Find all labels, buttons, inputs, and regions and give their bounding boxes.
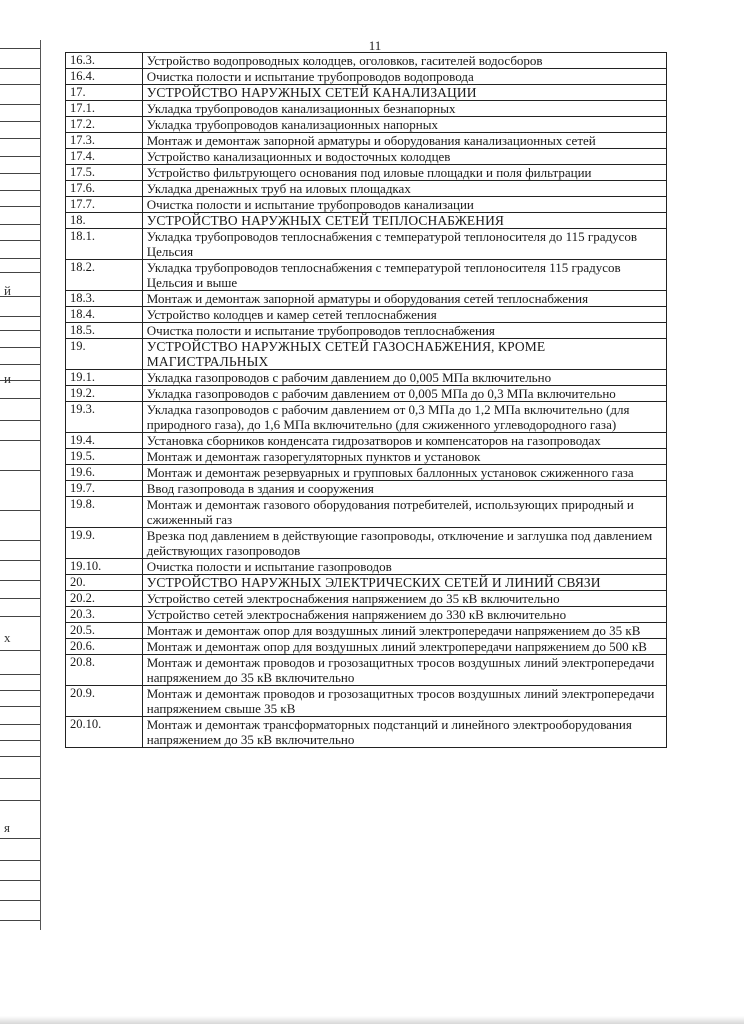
margin-fragment-line: [0, 173, 40, 174]
margin-fragment-line: [0, 756, 40, 757]
work-description: Устройство колодцев и камер сетей теплоснабжения: [142, 307, 666, 323]
section-row: [66, 85, 667, 101]
row-number: 17.2.: [66, 117, 143, 133]
row-number: 19.10.: [66, 559, 143, 575]
row-number: 19.3.: [66, 402, 143, 433]
section-title: УСТРОЙСТВО НАРУЖНЫХ СЕТЕЙ ГАЗОСНАБЖЕНИЯ, КРОМЕ МАГИСТРАЛЬНЫХ: [142, 339, 666, 370]
work-description: Монтаж и демонтаж запорной арматуры и оборудования канализационных сетей: [142, 133, 666, 149]
work-description: Укладка трубопроводов канализационных напорных: [142, 117, 666, 133]
table-row: [66, 623, 667, 639]
row-number: 20.10.: [66, 717, 143, 748]
margin-fragment-line: [0, 420, 40, 421]
row-number: 19.7.: [66, 481, 143, 497]
section-row: [66, 213, 667, 229]
work-description: Монтаж и демонтаж газового оборудования потребителей, использующих природный и сжиженный газ: [142, 497, 666, 528]
table-row: [66, 402, 667, 433]
margin-fragment-line: [0, 272, 40, 273]
row-number: 19.: [66, 339, 143, 370]
row-number: 20.2.: [66, 591, 143, 607]
row-number: 17.1.: [66, 101, 143, 117]
margin-fragment-line: [0, 316, 40, 317]
work-description: Устройство канализационных и водосточных колодцев: [142, 149, 666, 165]
row-number: 19.2.: [66, 386, 143, 402]
row-number: 19.9.: [66, 528, 143, 559]
row-number: 18.5.: [66, 323, 143, 339]
margin-fragment-line: [0, 258, 40, 259]
row-number: 17.4.: [66, 149, 143, 165]
table-row: [66, 559, 667, 575]
work-description: Укладка трубопроводов теплоснабжения с температурой теплоносителя до 115 градусов Цельсия: [142, 229, 666, 260]
page-number: 11: [368, 38, 382, 53]
work-description: Устройство сетей электроснабжения напряжением до 330 кВ включительно: [142, 607, 666, 623]
row-number: 18.: [66, 213, 143, 229]
row-number: 20.9.: [66, 686, 143, 717]
table-row: [66, 686, 667, 717]
work-description: Монтаж и демонтаж газорегуляторных пунктов и установок: [142, 449, 666, 465]
work-description: Устройство сетей электроснабжения напряжением до 35 кВ включительно: [142, 591, 666, 607]
work-description: Врезка под давлением в действующие газопроводы, отключение и заглушка под давлением действующих газопроводов: [142, 528, 666, 559]
work-description: Монтаж и демонтаж проводов и грозозащитных тросов воздушных линий электропередачи напряжением до 35 кВ включительно: [142, 655, 666, 686]
margin-fragment-line: [0, 616, 40, 617]
margin-fragment-line: [0, 920, 40, 921]
table-row: [66, 133, 667, 149]
work-description: Устройство фильтрующего основания под иловые площадки и поля фильтрации: [142, 165, 666, 181]
margin-fragment-line: [0, 240, 40, 241]
margin-fragment-line: [0, 598, 40, 599]
row-number: 20.3.: [66, 607, 143, 623]
work-description: Установка сборников конденсата гидрозатворов и компенсаторов на газопроводах: [142, 433, 666, 449]
margin-fragment-line: [0, 880, 40, 881]
work-description: Монтаж и демонтаж опор для воздушных линий электропередачи напряжением до 500 кВ: [142, 639, 666, 655]
margin-fragment-line: [0, 706, 40, 707]
work-description: Укладка дренажных труб на иловых площадках: [142, 181, 666, 197]
scan-bottom-edge: [0, 1016, 744, 1024]
margin-fragment-line: [0, 860, 40, 861]
row-number: 20.8.: [66, 655, 143, 686]
table-row: [66, 386, 667, 402]
margin-fragment-line: [0, 68, 40, 69]
margin-fragment-line: [0, 48, 40, 49]
margin-fragment-line: [0, 900, 40, 901]
row-number: 18.2.: [66, 260, 143, 291]
work-description: Очистка полости и испытание трубопроводов теплоснабжения: [142, 323, 666, 339]
row-number: 16.4.: [66, 69, 143, 85]
margin-fragment-char: я: [4, 820, 10, 835]
work-description: Монтаж и демонтаж резервуарных и групповых баллонных установок сжиженного газа: [142, 465, 666, 481]
section-title: УСТРОЙСТВО НАРУЖНЫХ СЕТЕЙ ТЕПЛОСНАБЖЕНИЯ: [142, 213, 666, 229]
work-description: Монтаж и демонтаж опор для воздушных линий электропередачи напряжением до 35 кВ: [142, 623, 666, 639]
section-title: УСТРОЙСТВО НАРУЖНЫХ СЕТЕЙ КАНАЛИЗАЦИИ: [142, 85, 666, 101]
work-description: Очистка полости и испытание трубопроводов водопровода: [142, 69, 666, 85]
row-number: 17.5.: [66, 165, 143, 181]
table-row: [66, 607, 667, 623]
work-description: Укладка газопроводов с рабочим давлением от 0,005 МПа до 0,3 МПа включительно: [142, 386, 666, 402]
work-description: Устройство водопроводных колодцев, оголовков, гасителей водосборов: [142, 53, 666, 69]
margin-fragment-line: [0, 740, 40, 741]
table-row: [66, 53, 667, 69]
margin-fragment-line: [0, 190, 40, 191]
row-number: 19.4.: [66, 433, 143, 449]
row-number: 19.8.: [66, 497, 143, 528]
margin-fragment-char: й: [4, 283, 11, 298]
margin-fragment-line: [0, 778, 40, 779]
margin-fragment-line: [0, 540, 40, 541]
work-description: Укладка газопроводов с рабочим давлением от 0,3 МПа до 1,2 МПа включительно (для природного газа), до 1,6 МПа включительно (для сжиженного углеводородного газа): [142, 402, 666, 433]
table-row: [66, 449, 667, 465]
margin-fragment-line: [0, 510, 40, 511]
row-number: 19.6.: [66, 465, 143, 481]
margin-fragment-line: [0, 104, 40, 105]
margin-fragment-line: [0, 724, 40, 725]
margin-fragment-line: [0, 690, 40, 691]
left-margin-fragment: [0, 0, 44, 1024]
table-row: [66, 528, 667, 559]
work-description: Очистка полости и испытание трубопроводов канализации: [142, 197, 666, 213]
margin-edge-line: [40, 40, 41, 930]
margin-fragment-line: [0, 364, 40, 365]
margin-fragment-line: [0, 330, 40, 331]
table-row: [66, 655, 667, 686]
work-description: Укладка трубопроводов теплоснабжения с температурой теплоносителя 115 градусов Цельсия и выше: [142, 260, 666, 291]
row-number: 20.: [66, 575, 143, 591]
table-row: [66, 639, 667, 655]
row-number: 19.5.: [66, 449, 143, 465]
table-row: [66, 717, 667, 748]
table-row: [66, 149, 667, 165]
margin-fragment-line: [0, 838, 40, 839]
table-row: [66, 481, 667, 497]
table-row: [66, 465, 667, 481]
section-title: УСТРОЙСТВО НАРУЖНЫХ ЭЛЕКТРИЧЕСКИХ СЕТЕЙ И ЛИНИЙ СВЯЗИ: [142, 575, 666, 591]
row-number: 17.7.: [66, 197, 143, 213]
margin-fragment-line: [0, 347, 40, 348]
margin-fragment-line: [0, 674, 40, 675]
works-table: [65, 52, 667, 748]
table-row: [66, 117, 667, 133]
works-table-body: [66, 53, 667, 748]
work-description: Укладка трубопроводов канализационных безнапорных: [142, 101, 666, 117]
margin-fragment-char: х: [4, 630, 11, 645]
table-row: [66, 307, 667, 323]
section-row: [66, 575, 667, 591]
margin-fragment-line: [0, 398, 40, 399]
row-number: 20.5.: [66, 623, 143, 639]
row-number: 18.1.: [66, 229, 143, 260]
row-number: 18.3.: [66, 291, 143, 307]
table-row: [66, 229, 667, 260]
margin-fragment-line: [0, 206, 40, 207]
row-number: 19.1.: [66, 370, 143, 386]
table-row: [66, 433, 667, 449]
table-row: [66, 323, 667, 339]
margin-fragment-line: [0, 121, 40, 122]
work-description: Ввод газопровода в здания и сооружения: [142, 481, 666, 497]
table-row: [66, 291, 667, 307]
margin-fragment-char: и: [4, 371, 11, 386]
row-number: 18.4.: [66, 307, 143, 323]
margin-fragment-line: [0, 800, 40, 801]
table-row: [66, 370, 667, 386]
table-row: [66, 197, 667, 213]
table-row: [66, 260, 667, 291]
table-row: [66, 165, 667, 181]
work-description: Укладка газопроводов с рабочим давлением до 0,005 МПа включительно: [142, 370, 666, 386]
margin-fragment-line: [0, 84, 40, 85]
row-number: 16.3.: [66, 53, 143, 69]
margin-fragment-line: [0, 580, 40, 581]
margin-fragment-line: [0, 470, 40, 471]
section-row: [66, 339, 667, 370]
work-description: Монтаж и демонтаж запорной арматуры и оборудования сетей теплоснабжения: [142, 291, 666, 307]
table-row: [66, 497, 667, 528]
table-row: [66, 591, 667, 607]
row-number: 20.6.: [66, 639, 143, 655]
margin-fragment-line: [0, 440, 40, 441]
margin-fragment-line: [0, 650, 40, 651]
table-row: [66, 181, 667, 197]
margin-fragment-line: [0, 138, 40, 139]
work-description: Очистка полости и испытание газопроводов: [142, 559, 666, 575]
margin-fragment-line: [0, 224, 40, 225]
work-description: Монтаж и демонтаж трансформаторных подстанций и линейного электрооборудования напряжением до 35 кВ включительно: [142, 717, 666, 748]
table-row: [66, 101, 667, 117]
row-number: 17.3.: [66, 133, 143, 149]
row-number: 17.6.: [66, 181, 143, 197]
table-row: [66, 69, 667, 85]
margin-fragment-line: [0, 560, 40, 561]
work-description: Монтаж и демонтаж проводов и грозозащитных тросов воздушных линий электропередачи напряжением свыше 35 кВ: [142, 686, 666, 717]
margin-fragment-line: [0, 156, 40, 157]
row-number: 17.: [66, 85, 143, 101]
